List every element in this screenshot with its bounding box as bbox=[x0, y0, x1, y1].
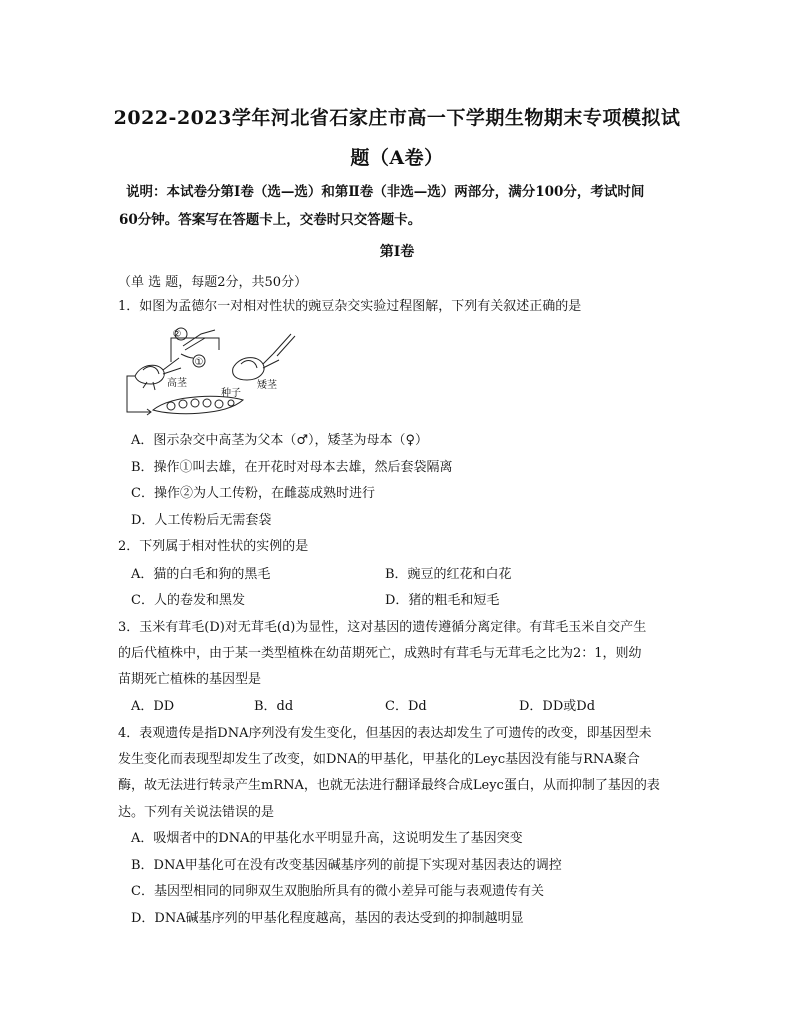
q2-stem: 2．下列属于相对性状的实例的是 bbox=[118, 539, 309, 554]
label-short: 矮茎 bbox=[257, 380, 277, 391]
exam-title-line1: 2022-2023学年河北省石家庄市高一下学期生物期末专项模拟试 bbox=[113, 107, 681, 129]
exam-title-line2: 题（A卷） bbox=[350, 147, 444, 169]
q3-stem-line2: 的后代植株中，由于某一类型植株在幼苗期死亡，成熟时有茸毛与无茸毛之比为2：1，则幼 bbox=[118, 646, 642, 661]
instructions-line1: 说明：本试卷分第Ⅰ卷（选—选）和第Ⅱ卷（非选—选）两部分，满分100分，考试时间 bbox=[126, 184, 645, 200]
q2-option-d: D．猪的粗毛和短毛 bbox=[385, 593, 500, 608]
label-tall: 高茎 bbox=[167, 378, 187, 389]
q4-stem-line4: 达。下列有关说法错误的是 bbox=[118, 805, 275, 820]
label-seed: 种子 bbox=[221, 388, 241, 399]
q1-option-c: C．操作②为人工传粉，在雌蕊成熟时进行 bbox=[131, 486, 375, 501]
q3-option-a: A．DD bbox=[131, 699, 175, 714]
q4-stem-line3: 酶，故无法进行转录产生mRNA，也就无法进行翻译最终合成Leyc蛋白，从而抑制了基因的表 bbox=[118, 778, 660, 793]
q4-option-b: B．DNA甲基化可在没有改变基因碱基序列的前提下实现对基因表达的调控 bbox=[131, 858, 562, 873]
q1-stem: 1．如图为孟德尔一对相对性状的豌豆杂交实验过程图解，下列有关叙述正确的是 bbox=[118, 299, 582, 314]
q4-stem-line1: 4．表观遗传是指DNA序列没有发生变化，但基因的表达却发生了可遗传的改变，即基因型未 bbox=[118, 726, 652, 741]
q4-stem-line2: 发生变化而表现型却发生了改变，如DNA的甲基化，甲基化的Leyc基因没有能与RNA聚合 bbox=[118, 752, 640, 767]
instructions-line2: 60分钟。答案写在答题卡上，交卷时只交答题卡。 bbox=[119, 212, 422, 228]
q4-option-d: D．DNA碱基序列的甲基化程度越高，基因的表达受到的抑制越明显 bbox=[131, 911, 524, 926]
q3-stem-line1: 3．玉米有茸毛(D)对无茸毛(d)为显性，这对基因的遗传遵循分离定律。有茸毛玉米自交产生 bbox=[118, 620, 647, 635]
label-op1: ① bbox=[194, 357, 204, 368]
label-op2: ② bbox=[172, 329, 182, 340]
q3-option-d: D．DD或Dd bbox=[519, 699, 596, 714]
q4-option-c: C．基因型相同的同卵双生双胞胎所具有的微小差异可能与表观遗传有关 bbox=[131, 884, 544, 899]
q3-stem-line3: 苗期死亡植株的基因型是 bbox=[118, 672, 262, 687]
q1-option-b: B．操作①叫去雄，在开花时对母本去雄，然后套袋隔离 bbox=[131, 460, 453, 475]
pea-hybridization-figure bbox=[123, 324, 313, 416]
section-title: 第Ⅰ卷 bbox=[379, 244, 415, 260]
q1-option-a: A．图示杂交中高茎为父本（♂），矮茎为母本（♀） bbox=[131, 433, 429, 448]
part-note: （单 选 题，每题2分，共50分） bbox=[118, 275, 308, 290]
q2-option-c: C．人的卷发和黑发 bbox=[131, 593, 245, 608]
q3-option-c: C．Dd bbox=[385, 699, 427, 714]
exam-instructions bbox=[119, 178, 686, 234]
q2-option-b: B．豌豆的红花和白花 bbox=[385, 567, 512, 582]
q3-option-b: B．dd bbox=[254, 699, 294, 714]
q4-option-a: A．吸烟者中的DNA的甲基化水平明显升高，这说明发生了基因突变 bbox=[131, 831, 523, 846]
q2-option-a: A．猫的白毛和狗的黑毛 bbox=[131, 567, 271, 582]
q1-option-d: D．人工传粉后无需套袋 bbox=[131, 513, 272, 528]
